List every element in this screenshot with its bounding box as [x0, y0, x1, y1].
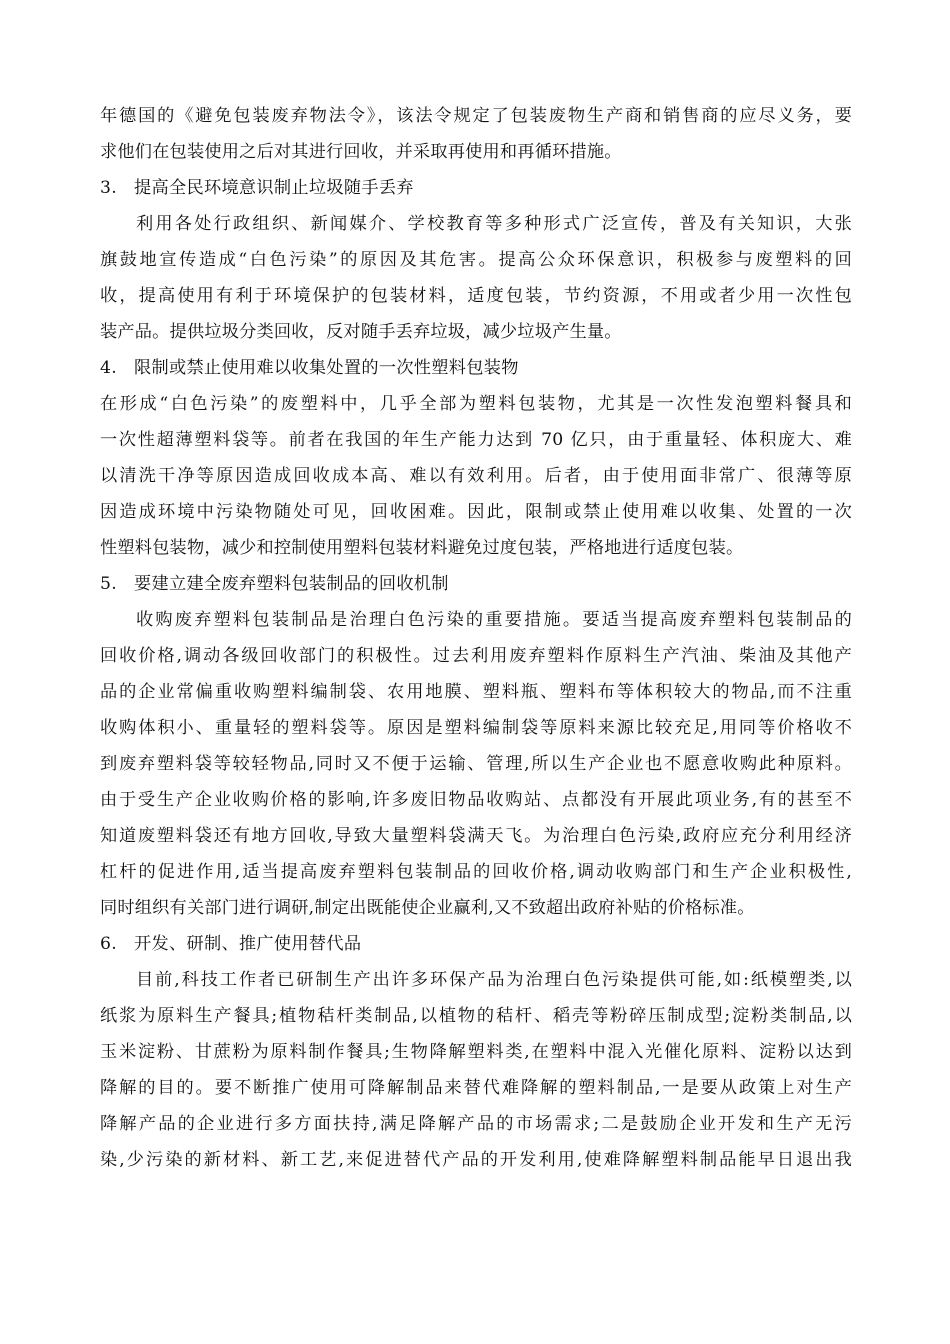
paragraph-line: 利用各处行政组织、新闻媒介、学校教育等多种形式广泛宣传，普及有关知识，大张 [136, 214, 852, 234]
paragraph-line: 年德国的《避免包装废弃物法令》，该法令规定了包装废物生产商和销售商的应尽义务，要 [100, 106, 852, 126]
section-title: 限制或禁止使用难以收集处置的一次性塑料包装物 [134, 358, 519, 378]
paragraph-line: 性塑料包装物，减少和控制使用塑料包装材料避免过度包装，严格地进行适度包装。 [100, 538, 744, 558]
paragraph-line: 品的企业常偏重收购塑料编制袋、农用地膜、塑料瓶、塑料布等体积较大的物品,而不注重 [100, 682, 852, 702]
paragraph-line: 因造成环境中污染物随处可见，回收困难。因此，限制或禁止使用难以收集、处置的一次 [100, 502, 852, 522]
paragraph-line: 回收价格,调动各级回收部门的积极性。过去利用废弃塑料作原料生产汽油、柴油及其他产 [100, 646, 852, 666]
paragraph-line: 由于受生产企业收购价格的影响,许多废旧物品收购站、点都没有开展此项业务,有的甚至不 [100, 790, 852, 810]
section-title: 开发、研制、推广使用替代品 [134, 934, 362, 954]
paragraph-line: 旗鼓地宣传造成“白色污染”的原因及其危害。提高公众环保意识，积极参与废塑料的回 [100, 250, 852, 270]
section-title: 提高全民环境意识制止垃圾随手丢弃 [134, 178, 414, 198]
section-number: 6. [100, 934, 117, 954]
paragraph-line: 收购体积小、重量轻的塑料袋等。原因是塑料编制袋等原料来源比较充足,用同等价格收不 [100, 718, 852, 738]
section-title: 要建立建全废弃塑料包装制品的回收机制 [134, 574, 449, 594]
section-heading-6 [100, 928, 852, 960]
paragraph-line: 在形成“白色污染”的废塑料中，几乎全部为塑料包装物，尤其是一次性发泡塑料餐具和 [100, 394, 852, 414]
paragraph-line: 目前,科技工作者已研制生产出许多环保产品为治理白色污染提供可能,如:纸模塑类,以 [136, 970, 852, 990]
paragraph-line: 装产品。提供垃圾分类回收，反对随手丢弃垃圾，减少垃圾产生量。 [100, 322, 622, 342]
paragraph-line: 求他们在包装使用之后对其进行回收，并采取再使用和再循环措施。 [100, 142, 622, 162]
paragraph-line: 到废弃塑料袋等较轻物品,同时又不便于运输、管理,所以生产企业也不愿意收购此种原料。 [100, 754, 852, 774]
paragraph-line: 收购废弃塑料包装制品是治理白色污染的重要措施。要适当提高废弃塑料包装制品的 [136, 610, 852, 630]
section-number: 3. [100, 178, 117, 198]
section-heading-3 [100, 172, 852, 204]
paragraph-line: 同时组织有关部门进行调研,制定出既能使企业赢利,又不致超出政府补贴的价格标准。 [100, 898, 755, 918]
paragraph-line: 以清洗干净等原因造成回收成本高、难以有效利用。后者，由于使用面非常广、很薄等原 [100, 466, 852, 486]
paragraph-line: 知道废塑料袋还有地方回收,导致大量塑料袋满天飞。为治理白色污染,政府应充分利用经济 [100, 826, 852, 846]
paragraph-line: 杠杆的促进作用,适当提高废弃塑料包装制品的回收价格,调动收购部门和生产企业积极性, [100, 862, 852, 882]
paragraph-line: 收，提高使用有利于环境保护的包装材料，适度包装，节约资源，不用或者少用一次性包 [100, 286, 852, 306]
paragraph-line: 降解产品的企业进行多方面扶持,满足降解产品的市场需求;二是鼓励企业开发和生产无污 [100, 1114, 852, 1134]
section-heading-5 [100, 568, 852, 600]
paragraph-line: 一次性超薄塑料袋等。前者在我国的年生产能力达到 70 亿只，由于重量轻、体积庞大、难 [100, 430, 852, 450]
section-heading-4 [100, 352, 852, 384]
paragraph-line: 玉米淀粉、甘蔗粉为原料制作餐具;生物降解塑料类,在塑料中混入光催化原料、淀粉以达到 [100, 1042, 852, 1062]
section-number: 5. [100, 574, 117, 594]
paragraph-line: 纸浆为原料生产餐具;植物秸杆类制品,以植物的秸杆、稻壳等粉碎压制成型;淀粉类制品,以 [100, 1006, 852, 1026]
section-number: 4. [100, 358, 117, 378]
paragraph-line: 染,少污染的新材料、新工艺,来促进替代产品的开发利用,使难降解塑料制品能早日退出我 [100, 1150, 852, 1170]
paragraph-line: 降解的目的。要不断推广使用可降解制品来替代难降解的塑料制品,一是要从政策上对生产 [100, 1078, 852, 1098]
